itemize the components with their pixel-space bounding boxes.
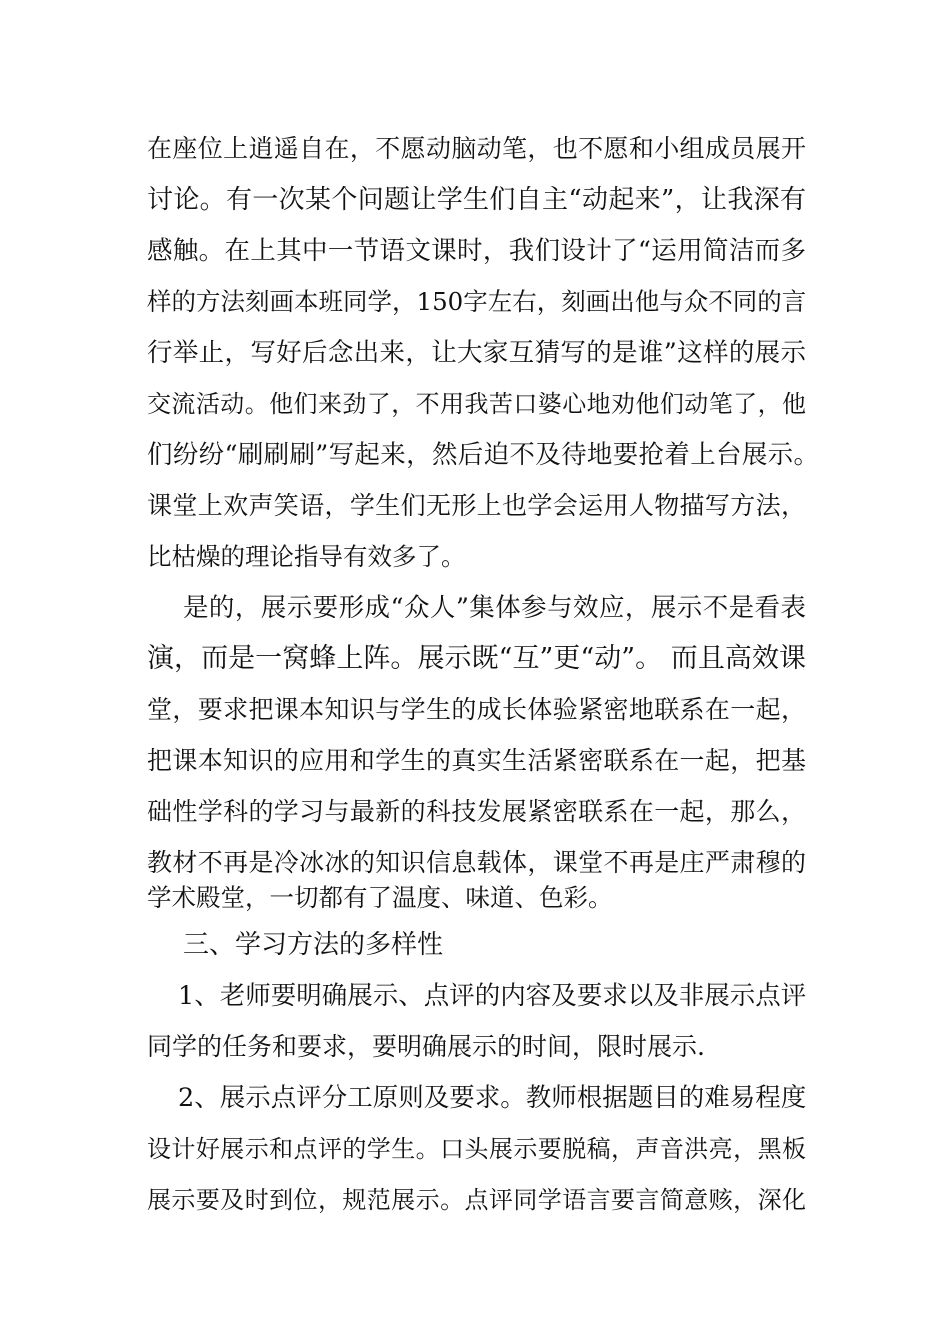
line-text: 把课本知识的应用和学生的真实生活紧密联系在一起，把基 xyxy=(147,746,806,775)
line-text: 演，而是一窝蜂上阵。展示既“互”更“动”。 而且高效课 xyxy=(147,643,806,674)
line-text: 行举止，写好后念出来，让大家互猜写的是谁”这样的展示 xyxy=(147,338,806,368)
text-line xyxy=(0,180,950,220)
text-line xyxy=(0,1129,950,1169)
text-line xyxy=(0,333,950,373)
line-text: 比枯燥的理论指导有效多了。 xyxy=(147,542,466,571)
line-text: 交流活动。他们来劲了，不用我苦口婆心地劝他们动笔了，他 xyxy=(147,390,806,418)
line-text: 讨论。有一次某个问题让学生们自主“动起来”，让我深有 xyxy=(147,185,806,215)
text-line xyxy=(0,843,950,883)
text-line xyxy=(0,384,950,424)
line-text: 教材不再是冷冰冰的知识信息载体，课堂不再是庄严肃穆的 xyxy=(147,848,806,877)
text-line xyxy=(0,282,950,322)
text-line xyxy=(0,639,950,679)
heading-text: 三、学习方法的多样性 xyxy=(183,930,444,960)
line-text: 感触。在上其中一节语文课时，我们设计了“运用简洁而多 xyxy=(147,236,806,266)
text-line xyxy=(0,1027,950,1067)
line-text: 展示要及时到位，规范展示。点评同学语言要言简意赅，深化 xyxy=(147,1186,806,1214)
text-line xyxy=(0,690,950,730)
line-text: 础性学科的学习与最新的科技发展紧密联系在一起，那么， xyxy=(147,797,806,826)
line-text: 样的方法刻画本班同学，150字左右，刻画出他与众不同的言 xyxy=(147,287,807,316)
text-line xyxy=(0,878,950,918)
line-text: 同学的任务和要求，要明确展示的时间，限时展示. xyxy=(147,1032,705,1061)
text-line xyxy=(0,486,950,526)
text-line xyxy=(0,231,950,271)
text-line xyxy=(0,588,950,628)
text-line xyxy=(0,129,950,169)
line-text: 设计好展示和点评的学生。口头展示要脱稿，声音洪亮，黑板 xyxy=(147,1135,806,1163)
line-text: 课堂上欢声笑语，学生们无形上也学会运用人物描写方法， xyxy=(147,491,806,520)
line-text: 是的，展示要形成“众人”集体参与效应，展示不是看表 xyxy=(183,593,806,623)
text-line xyxy=(0,1180,950,1220)
line-text: 堂，要求把课本知识与学生的成长体验紧密地联系在一起， xyxy=(147,695,806,724)
line-text: 1、老师要明确展示、点评的内容及要求以及非展示点评 xyxy=(178,981,807,1011)
text-line xyxy=(0,435,950,475)
text-line xyxy=(0,792,950,832)
text-line xyxy=(0,1078,950,1118)
text-line xyxy=(0,741,950,781)
text-line xyxy=(0,976,950,1016)
line-text: 们纷纷“刷刷刷”写起来，然后迫不及待地要抢着上台展示。 xyxy=(147,440,819,470)
line-text: 2、展示点评分工原则及要求。教师根据题目的难易程度 xyxy=(178,1083,807,1113)
line-text: 学术殿堂，一切都有了温度、味道、色彩。 xyxy=(147,883,613,912)
line-text: 在座位上逍遥自在，不愿动脑动笔，也不愿和小组成员展开 xyxy=(147,134,806,163)
section-heading xyxy=(0,925,950,965)
text-line xyxy=(0,537,950,577)
